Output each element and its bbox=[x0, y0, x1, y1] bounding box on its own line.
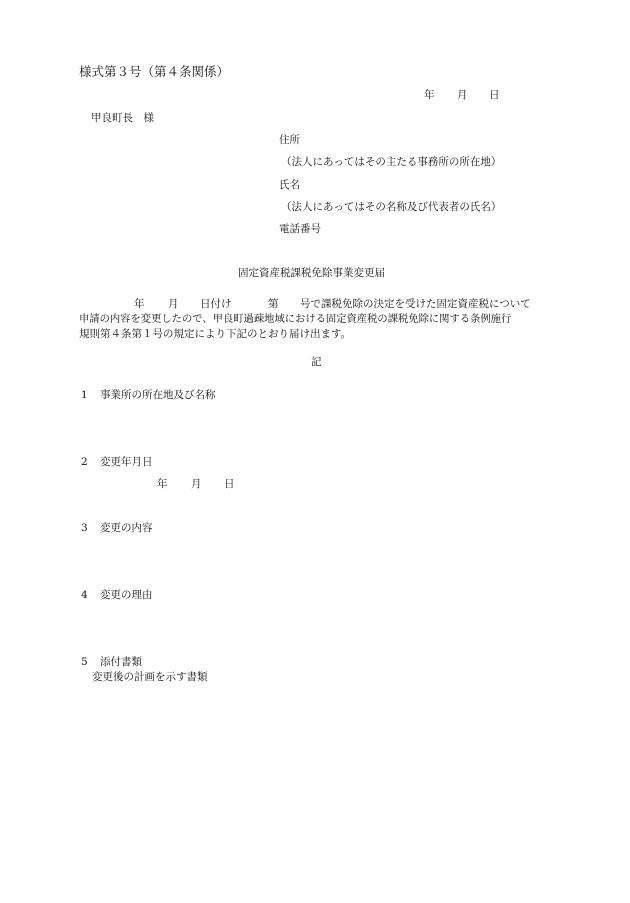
name-label: 氏名 bbox=[279, 179, 300, 191]
body-date-suffix: 日付け bbox=[200, 298, 232, 310]
addressee: 甲良町長 様 bbox=[91, 112, 154, 124]
item-number: 5 bbox=[81, 656, 88, 668]
item-label: 変更の理由 bbox=[100, 589, 153, 601]
phone-label: 電話番号 bbox=[279, 223, 321, 235]
body-line1-rest: 号で課税免除の決定を受けた固定資産税について bbox=[300, 298, 531, 310]
body-month: 月 bbox=[168, 298, 179, 310]
address-note: （法人にあってはその主たる事務所の所在地） bbox=[281, 156, 502, 168]
attachment-text: 変更後の計画を示す書類 bbox=[92, 671, 208, 683]
body-line2: 申請の内容を変更したので、甲良町過疎地域における固定資産税の課税免除に関する条例施行 bbox=[79, 313, 512, 325]
address-label: 住所 bbox=[279, 134, 300, 146]
date-header-day: 日 bbox=[489, 89, 500, 101]
item-number: 2 bbox=[81, 456, 88, 468]
ki-label: 記 bbox=[311, 356, 322, 368]
body-year: 年 bbox=[134, 298, 145, 310]
document-title: 固定資産税課税免除事業変更届 bbox=[238, 267, 385, 279]
form-number: 様式第３号（第４条関係） bbox=[79, 64, 230, 79]
change-date-month: 月 bbox=[191, 478, 202, 490]
date-header-year: 年 bbox=[424, 89, 435, 101]
item-number: 1 bbox=[81, 389, 88, 401]
item-label: 変更の内容 bbox=[100, 522, 153, 534]
change-date-year: 年 bbox=[157, 478, 168, 490]
item-label: 添付書類 bbox=[100, 656, 142, 668]
item-label: 変更年月日 bbox=[100, 456, 153, 468]
body-line3: 規則第４条第１号の規定により下記のとおり届け出ます。 bbox=[79, 328, 352, 340]
name-note: （法人にあってはその名称及び代表者の氏名） bbox=[281, 201, 502, 213]
item-number: 4 bbox=[81, 589, 88, 601]
item-label: 事業所の所在地及び名称 bbox=[100, 389, 216, 401]
change-date-day: 日 bbox=[224, 478, 235, 490]
body-no-prefix: 第 bbox=[268, 298, 279, 310]
date-header-month: 月 bbox=[457, 89, 468, 101]
item-number: 3 bbox=[81, 522, 88, 534]
